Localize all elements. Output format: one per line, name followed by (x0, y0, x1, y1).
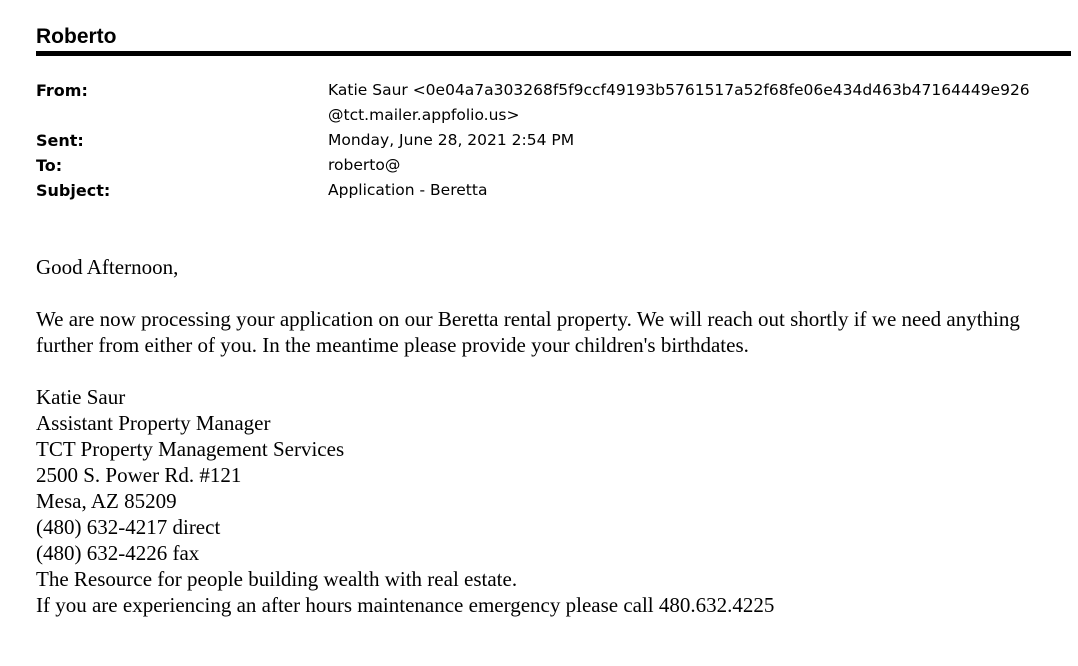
to-label: To: (36, 156, 63, 175)
sent-label: Sent: (36, 131, 84, 150)
greeting: Good Afternoon, (36, 255, 179, 279)
subject-label: Subject: (36, 181, 111, 200)
header-divider (36, 51, 1071, 56)
signature-block (36, 384, 1066, 618)
signature-tagline: The Resource for people building wealth with real estate. (36, 567, 518, 591)
body-paragraph: We are now processing your application on our Beretta rental property. We will reach out shortly if we need anything further from either of you. In the meantime please provide your children's birthdates. (36, 307, 1020, 357)
signature-emergency-note: If you are experiencing an after hours maintenance emergency please call 480.632.4225 (36, 593, 775, 617)
signature-company: TCT Property Management Services (36, 437, 345, 461)
from-value[interactable] (328, 78, 1071, 128)
subject-row (36, 178, 1071, 203)
sent-row (36, 128, 1071, 153)
to-value[interactable]: roberto@ (328, 156, 401, 174)
from-row (36, 78, 1071, 128)
from-value-line2: @tct.mailer.appfolio.us> (328, 106, 520, 124)
subject-value: Application - Beretta (328, 181, 488, 199)
sent-value: Monday, June 28, 2021 2:54 PM (328, 131, 575, 149)
signature-phone-fax: (480) 632-4226 fax (36, 541, 200, 565)
email-headers (36, 78, 1071, 203)
signature-address-street: 2500 S. Power Rd. #121 (36, 463, 242, 487)
to-row (36, 153, 1071, 178)
signature-name: Katie Saur (36, 385, 126, 409)
from-label: From: (36, 81, 88, 100)
signature-phone-direct: (480) 632-4217 direct (36, 515, 221, 539)
signature-address-city: Mesa, AZ 85209 (36, 489, 177, 513)
from-value-line1: Katie Saur <0e04a7a303268f5f9ccf49193b5761517a52f68fe06e434d463b47164449e926 (328, 81, 1030, 99)
email-body (36, 254, 1066, 618)
mailbox-owner-name: Roberto (36, 25, 117, 48)
signature-title: Assistant Property Manager (36, 411, 271, 435)
